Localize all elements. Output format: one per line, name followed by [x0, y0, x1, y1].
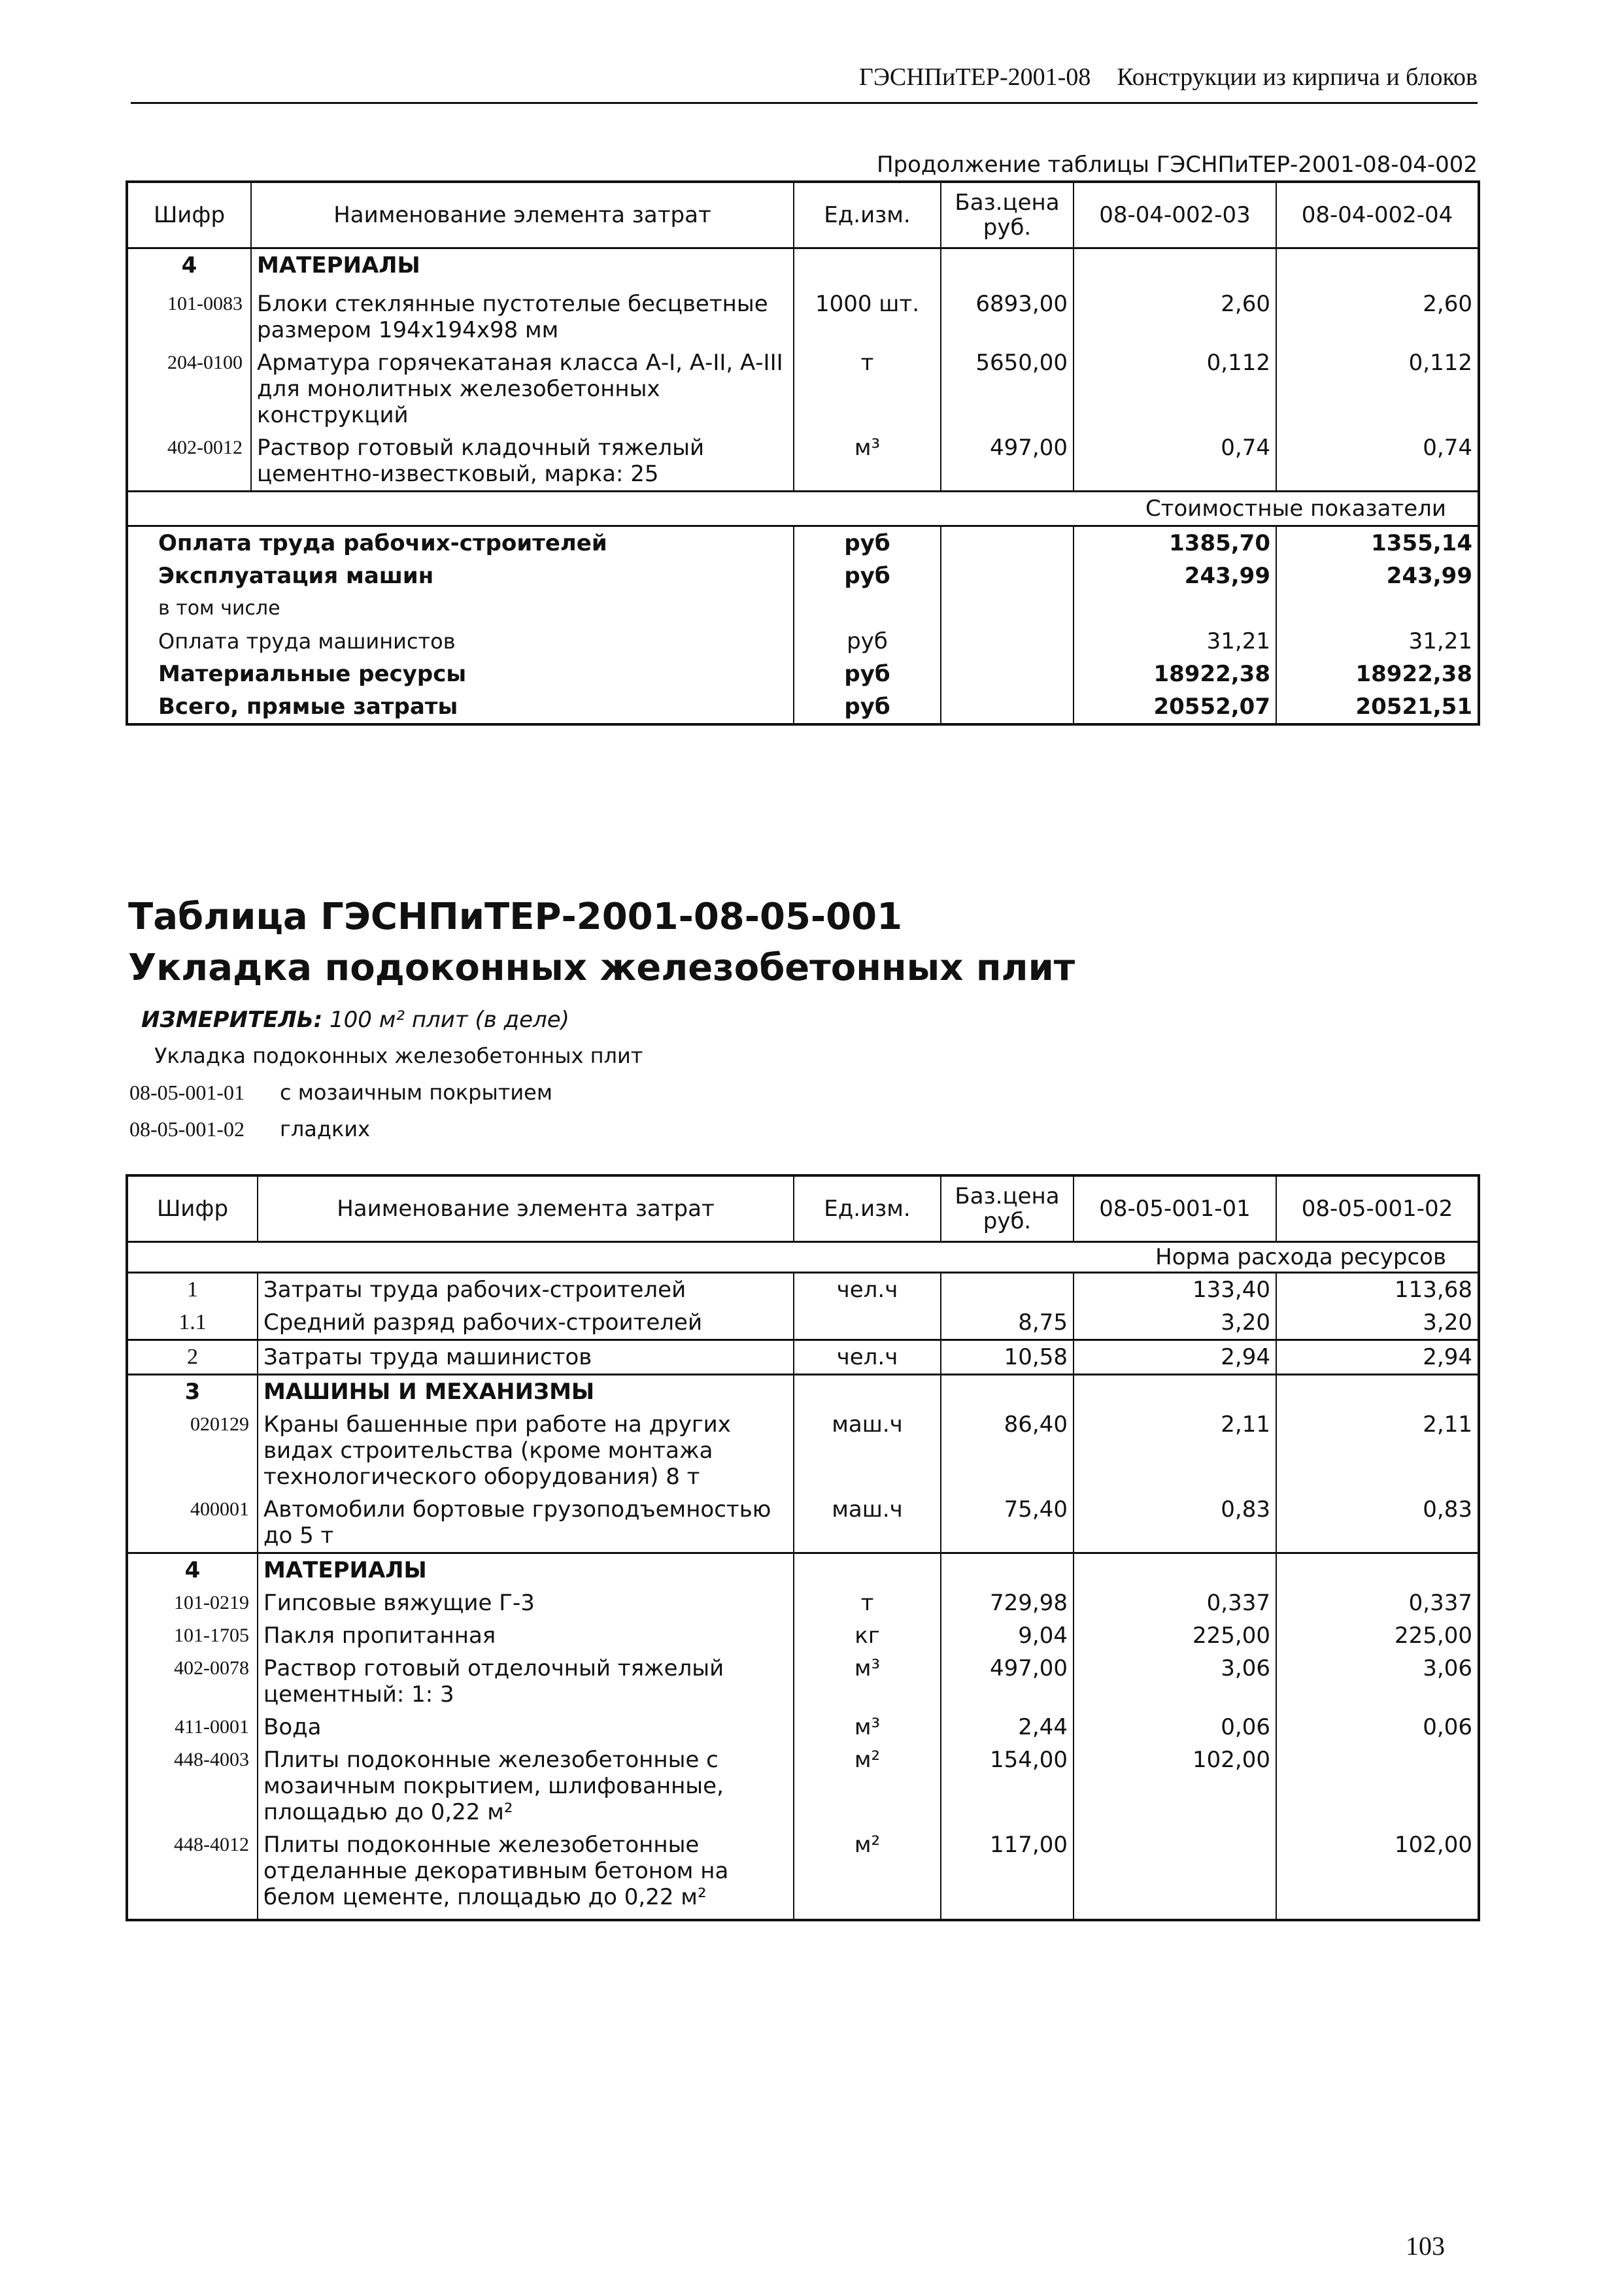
row-price — [941, 1273, 1074, 1307]
row-value-1: 102,00 — [1074, 1744, 1276, 1829]
resource-table-1 — [126, 180, 1480, 726]
variant-row — [129, 1080, 552, 1105]
row-value-2 — [1276, 1553, 1479, 1587]
row-name: Пакля пропитанная — [258, 1619, 794, 1652]
row-unit: 1000 шт. — [794, 288, 941, 346]
header-col1: 08-05-001-01 — [1074, 1175, 1276, 1242]
row-value-1 — [1074, 248, 1276, 288]
table-row — [127, 1553, 1479, 1587]
table-row — [127, 1652, 1479, 1711]
row-value-1: 0,83 — [1074, 1493, 1276, 1553]
header-price: Баз.цена руб. — [941, 1175, 1074, 1242]
running-header-title: Конструкции из кирпича и блоков — [1117, 63, 1478, 91]
row-code: 101-0219 — [174, 1592, 249, 1613]
row-name: Краны башенные при работе на других видах строительства (кроме монтажа технологического оборудования) 8 т — [258, 1408, 794, 1493]
cost-value-2: 20521,51 — [1276, 690, 1479, 724]
variant-code: 08-05-001-02 — [129, 1117, 245, 1141]
row-price: 729,98 — [941, 1587, 1074, 1619]
cost-value-2: 18922,38 — [1276, 658, 1479, 690]
row-name: Затраты труда машинистов — [258, 1340, 794, 1375]
cost-value-1: 31,21 — [1074, 625, 1276, 658]
continuation-title: Продолжение таблицы ГЭСНПиТЕР-2001-08-04-002 — [876, 152, 1478, 178]
row-code: 4 — [181, 252, 197, 278]
row-value-2: 0,06 — [1276, 1711, 1479, 1744]
row-value-1 — [1074, 1829, 1276, 1920]
cost-unit: руб — [794, 690, 941, 724]
row-value-2: 3,20 — [1276, 1306, 1479, 1340]
table-row — [127, 1408, 1479, 1493]
section-description: Укладка подоконных железобетонных плит — [154, 1043, 643, 1068]
header-col2: 08-05-001-02 — [1276, 1175, 1479, 1242]
row-value-1: 3,20 — [1074, 1306, 1276, 1340]
running-header-code: ГЭСНПиТЕР-2001-08 — [858, 63, 1091, 91]
row-value-1: 0,06 — [1074, 1711, 1276, 1744]
table-row — [127, 288, 1479, 346]
row-code: 1.1 — [178, 1310, 207, 1334]
row-unit: т — [794, 1587, 941, 1619]
row-code: 400001 — [190, 1498, 249, 1520]
row-value-1 — [1074, 1553, 1276, 1587]
cost-unit: руб — [794, 560, 941, 592]
row-value-2: 0,74 — [1276, 431, 1479, 492]
row-name: МАТЕРИАЛЫ — [251, 248, 794, 288]
cost-name: Материальные ресурсы — [158, 660, 467, 687]
row-value-2 — [1276, 1744, 1479, 1829]
table-row — [127, 1587, 1479, 1619]
row-price: 2,44 — [941, 1711, 1074, 1744]
row-value-1: 3,06 — [1074, 1652, 1276, 1711]
cost-row — [127, 625, 1479, 658]
row-code: 402-0078 — [174, 1657, 249, 1679]
variant-code: 08-05-001-01 — [129, 1081, 245, 1104]
cost-value-1: 243,99 — [1074, 560, 1276, 592]
row-unit: кг — [794, 1619, 941, 1652]
row-price: 6893,00 — [941, 288, 1074, 346]
row-value-2: 0,112 — [1276, 346, 1479, 431]
table-row — [127, 1306, 1479, 1340]
cost-name: Оплата труда рабочих-строителей — [158, 530, 607, 556]
row-price: 75,40 — [941, 1493, 1074, 1553]
row-value-1: 0,112 — [1074, 346, 1276, 431]
row-value-1: 133,40 — [1074, 1273, 1276, 1307]
table-row — [127, 248, 1479, 288]
row-code: 448-4003 — [174, 1749, 249, 1770]
row-unit — [794, 248, 941, 288]
header-code: Шифр — [153, 202, 226, 228]
row-value-2: 2,11 — [1276, 1408, 1479, 1493]
row-price: 86,40 — [941, 1408, 1074, 1493]
variant-row — [129, 1117, 370, 1141]
row-name: Раствор готовый отделочный тяжелый цементный: 1: 3 — [258, 1652, 794, 1711]
table1-header-row — [127, 182, 1479, 248]
row-code: 101-0083 — [167, 292, 243, 314]
cost-indicators-label: Стоимостные показатели — [1145, 495, 1446, 522]
header-unit: Ед.изм. — [794, 182, 941, 248]
row-value-1: 2,94 — [1074, 1340, 1276, 1375]
running-header — [131, 63, 1478, 104]
row-code: 101-1705 — [174, 1625, 249, 1646]
row-name: Плиты подоконные железобетонные с мозаичным покрытием, шлифованные, площадью до 0,22 м² — [258, 1744, 794, 1829]
variant-name: с мозаичным покрытием — [280, 1080, 552, 1105]
row-value-1: 0,337 — [1074, 1587, 1276, 1619]
row-unit: м² — [794, 1829, 941, 1920]
row-value-1 — [1074, 1375, 1276, 1409]
cost-value-1: 18922,38 — [1074, 658, 1276, 690]
row-unit: т — [794, 346, 941, 431]
meter-line — [141, 1007, 569, 1033]
cost-value-2: 31,21 — [1276, 625, 1479, 658]
table-row — [127, 1711, 1479, 1744]
row-unit: м³ — [794, 1652, 941, 1711]
row-price — [941, 1553, 1074, 1587]
header-name: Наименование элемента затрат — [258, 1175, 794, 1242]
variant-name: гладких — [280, 1117, 371, 1141]
row-value-2: 0,83 — [1276, 1493, 1479, 1553]
table2-header-row — [127, 1175, 1479, 1242]
cost-unit: руб — [794, 658, 941, 690]
row-value-2: 0,337 — [1276, 1587, 1479, 1619]
cost-value-1: 20552,07 — [1074, 690, 1276, 724]
row-price: 497,00 — [941, 431, 1074, 492]
cost-value-2 — [1276, 592, 1479, 625]
row-name: Арматура горячекатаная класса А-I, А-II, А-III для монолитных железобетонных конструкций — [251, 346, 794, 431]
table-row — [127, 431, 1479, 492]
row-unit: чел.ч — [794, 1340, 941, 1375]
norm-header-row — [127, 1242, 1479, 1273]
cost-value-2: 243,99 — [1276, 560, 1479, 592]
row-code: 3 — [184, 1379, 201, 1405]
row-unit — [794, 1306, 941, 1340]
row-unit: чел.ч — [794, 1273, 941, 1307]
row-value-2: 2,94 — [1276, 1340, 1479, 1375]
cost-row — [127, 592, 1479, 625]
row-price: 497,00 — [941, 1652, 1074, 1711]
row-price — [941, 1375, 1074, 1409]
row-value-1: 225,00 — [1074, 1619, 1276, 1652]
header-col2: 08-04-002-04 — [1276, 182, 1479, 248]
row-code: 4 — [184, 1557, 201, 1583]
table-row — [127, 1273, 1479, 1307]
row-price: 10,58 — [941, 1340, 1074, 1375]
row-price: 117,00 — [941, 1829, 1074, 1920]
row-value-2: 2,60 — [1276, 288, 1479, 346]
row-code: 1 — [187, 1277, 198, 1302]
row-unit: м³ — [794, 431, 941, 492]
row-name: Блоки стеклянные пустотелые бесцветные размером 194х194х98 мм — [251, 288, 794, 346]
row-name: Автомобили бортовые грузоподъемностью до 5 т — [258, 1493, 794, 1553]
row-value-2 — [1276, 1375, 1479, 1409]
table-row — [127, 1375, 1479, 1409]
header-col1: 08-04-002-03 — [1074, 182, 1276, 248]
row-name: Затраты труда рабочих-строителей — [258, 1273, 794, 1307]
cost-unit: руб — [794, 625, 941, 658]
row-name: Средний разряд рабочих-строителей — [258, 1306, 794, 1340]
table-row — [127, 1493, 1479, 1553]
row-value-2: 113,68 — [1276, 1273, 1479, 1307]
cost-value-1 — [1074, 592, 1276, 625]
table-row — [127, 1619, 1479, 1652]
meter-label: ИЗМЕРИТЕЛЬ: — [141, 1007, 323, 1033]
row-name: Гипсовые вяжущие Г-3 — [258, 1587, 794, 1619]
row-unit: м² — [794, 1744, 941, 1829]
header-code: Шифр — [156, 1196, 229, 1222]
table-row — [127, 346, 1479, 431]
row-unit: м³ — [794, 1711, 941, 1744]
cost-row — [127, 560, 1479, 592]
cost-row — [127, 690, 1479, 724]
row-value-2 — [1276, 248, 1479, 288]
cost-unit: руб — [794, 526, 941, 560]
meter-value: 100 м² плит (в деле) — [330, 1007, 569, 1033]
row-price: 5650,00 — [941, 346, 1074, 431]
header-name: Наименование элемента затрат — [251, 182, 794, 248]
table-row — [127, 1744, 1479, 1829]
row-unit: маш.ч — [794, 1493, 941, 1553]
cost-name: Оплата труда машинистов — [158, 628, 456, 654]
row-name: МАТЕРИАЛЫ — [258, 1553, 794, 1587]
row-value-2: 225,00 — [1276, 1619, 1479, 1652]
cost-name: в том числе — [158, 596, 280, 620]
norm-header-label: Норма расхода ресурсов — [1155, 1244, 1446, 1270]
row-unit: маш.ч — [794, 1408, 941, 1493]
row-price: 9,04 — [941, 1619, 1074, 1652]
cost-row — [127, 526, 1479, 560]
row-price: 154,00 — [941, 1744, 1074, 1829]
table-title: Таблица ГЭСНПиТЕР-2001-08-05-001 — [128, 896, 903, 938]
table-row — [127, 1829, 1479, 1920]
row-code: 411-0001 — [175, 1716, 249, 1738]
row-price: 8,75 — [941, 1306, 1074, 1340]
row-value-1: 2,60 — [1074, 288, 1276, 346]
row-code: 2 — [187, 1345, 198, 1369]
row-code: 402-0012 — [167, 436, 243, 458]
row-code: 448-4012 — [174, 1834, 249, 1855]
page-number: 103 — [1406, 2231, 1445, 2261]
row-code: 204-0100 — [167, 351, 243, 373]
header-unit: Ед.изм. — [794, 1175, 941, 1242]
row-name: Вода — [258, 1711, 794, 1744]
row-unit — [794, 1553, 941, 1587]
cost-value-1: 1385,70 — [1074, 526, 1276, 560]
cost-value-2: 1355,14 — [1276, 526, 1479, 560]
header-price: Баз.цена руб. — [941, 182, 1074, 248]
row-value-1: 2,11 — [1074, 1408, 1276, 1493]
row-value-1: 0,74 — [1074, 431, 1276, 492]
row-unit — [794, 1375, 941, 1409]
row-price — [941, 248, 1074, 288]
table-row — [127, 1340, 1479, 1375]
row-name: Раствор готовый кладочный тяжелый цементно-известковый, марка: 25 — [251, 431, 794, 492]
cost-indicators-row — [127, 491, 1479, 526]
row-name: Плиты подоконные железобетонные отделанные декоративным бетоном на белом цементе, площадью до 0,22 м² — [258, 1829, 794, 1920]
resource-table-2 — [126, 1174, 1480, 1921]
cost-row — [127, 658, 1479, 690]
table-subtitle: Укладка подоконных железобетонных плит — [128, 947, 1075, 989]
cost-unit — [794, 592, 941, 625]
row-value-2: 3,06 — [1276, 1652, 1479, 1711]
row-value-2: 102,00 — [1276, 1829, 1479, 1920]
row-name: МАШИНЫ И МЕХАНИЗМЫ — [258, 1375, 794, 1409]
cost-name: Всего, прямые затраты — [158, 693, 458, 720]
cost-name: Эксплуатация машин — [158, 562, 434, 589]
row-code: 020129 — [190, 1413, 249, 1435]
